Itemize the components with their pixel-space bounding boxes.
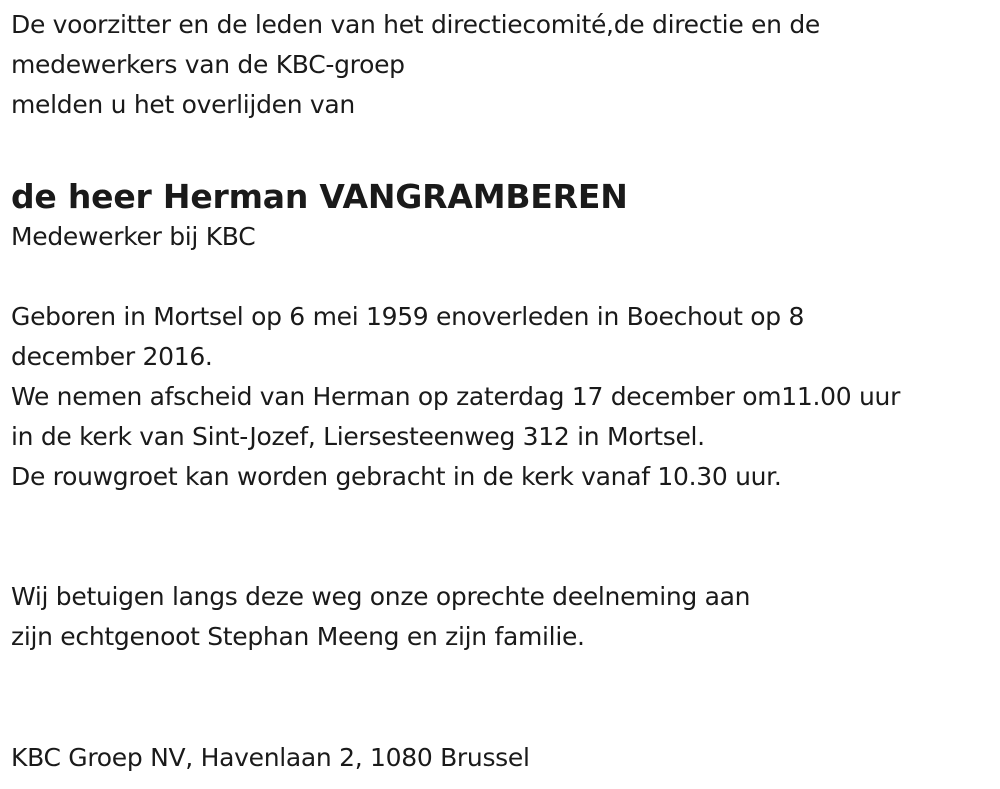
deceased-name: de heer Herman VANGRAMBEREN (11, 177, 628, 216)
details-line: We nemen afscheid van Herman op zaterdag 17 december om11.00 uur (11, 382, 901, 411)
deceased-block (11, 177, 996, 257)
spacer (11, 257, 996, 297)
spacer (11, 497, 996, 577)
intro-paragraph (11, 5, 996, 125)
spacer (11, 657, 996, 738)
details-line: De rouwgroet kan worden gebracht in de kerk vanaf 10.30 uur. (11, 462, 782, 491)
obituary-notice (11, 5, 996, 778)
details-paragraph (11, 297, 996, 497)
intro-line: melden u het overlijden van (11, 90, 355, 119)
condolence-line: zijn echtgenoot Stephan Meeng en zijn familie. (11, 622, 585, 651)
spacer (11, 125, 996, 177)
intro-line: De voorzitter en de leden van het directiecomité,de directie en de (11, 10, 820, 39)
condolence-paragraph (11, 577, 996, 657)
details-line: december 2016. (11, 342, 213, 371)
details-line: in de kerk van Sint-Jozef, Liersesteenweg 312 in Mortsel. (11, 422, 705, 451)
details-line: Geboren in Mortsel op 6 mei 1959 enoverleden in Boechout op 8 (11, 302, 805, 331)
deceased-role: Medewerker bij KBC (11, 222, 256, 251)
condolence-line: Wij betuigen langs deze weg onze oprechte deelneming aan (11, 582, 751, 611)
intro-line: medewerkers van de KBC-groep (11, 50, 405, 79)
footer-address: KBC Groep NV, Havenlaan 2, 1080 Brussel (11, 743, 530, 772)
